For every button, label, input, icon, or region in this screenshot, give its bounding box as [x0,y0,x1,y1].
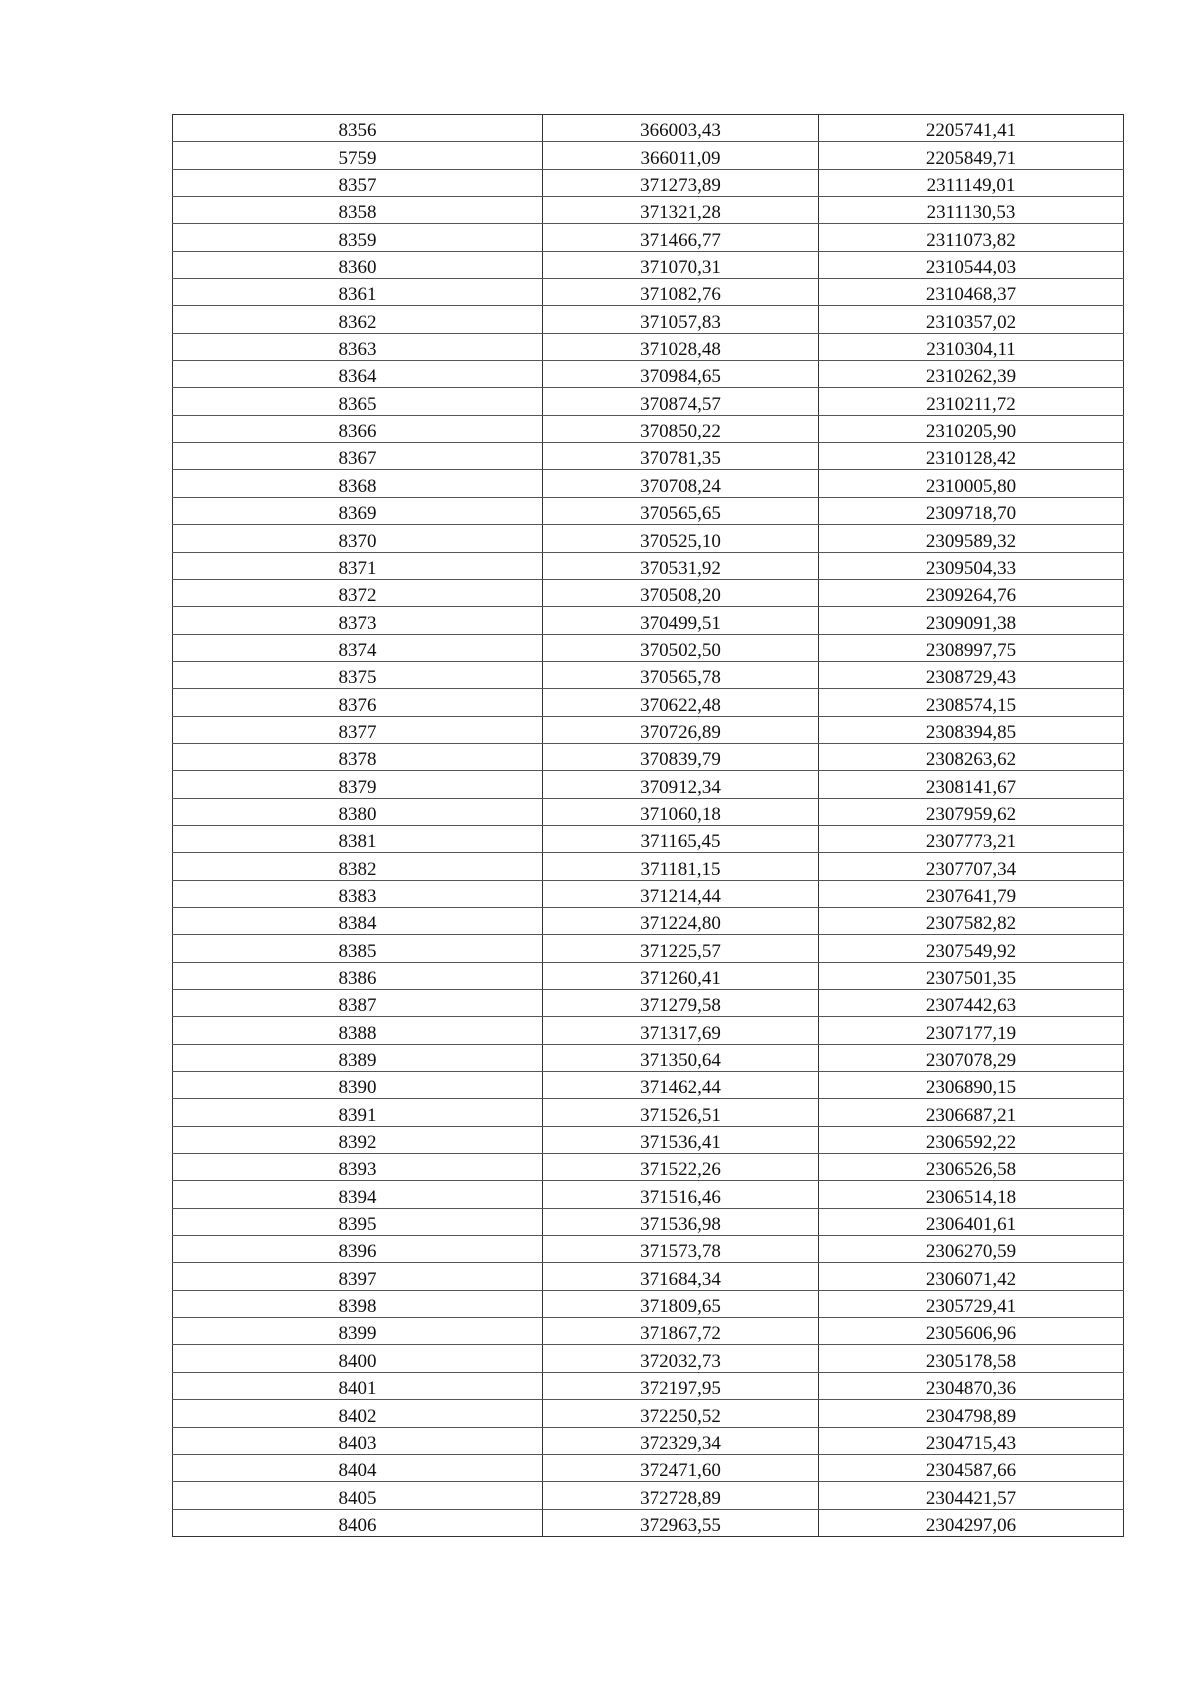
y-coordinate-cell: 2311073,82 [819,224,1124,251]
table-row [173,716,1124,743]
y-coordinate-cell: 2307582,82 [819,907,1124,934]
table-row [173,1290,1124,1317]
y-coordinate-cell: 2309718,70 [819,497,1124,524]
x-coordinate-cell: 371526,51 [543,1099,819,1126]
table-row [173,798,1124,825]
point-number-cell: 8376 [173,689,543,716]
x-coordinate-cell: 370850,22 [543,415,819,442]
table-row [173,1372,1124,1399]
x-coordinate-cell: 371273,89 [543,169,819,196]
x-coordinate-cell: 370622,48 [543,689,819,716]
table-row [173,1427,1124,1454]
point-number-cell: 8395 [173,1208,543,1235]
coordinates-table-body [173,115,1124,1537]
point-number-cell: 8398 [173,1290,543,1317]
x-coordinate-cell: 371317,69 [543,1017,819,1044]
x-coordinate-cell: 371809,65 [543,1290,819,1317]
point-number-cell: 8370 [173,525,543,552]
x-coordinate-cell: 366011,09 [543,142,819,169]
x-coordinate-cell: 370531,92 [543,552,819,579]
point-number-cell: 8356 [173,115,543,142]
y-coordinate-cell: 2307707,34 [819,853,1124,880]
y-coordinate-cell: 2306592,22 [819,1126,1124,1153]
y-coordinate-cell: 2310304,11 [819,333,1124,360]
table-row [173,497,1124,524]
y-coordinate-cell: 2310211,72 [819,388,1124,415]
point-number-cell: 5759 [173,142,543,169]
y-coordinate-cell: 2310468,37 [819,279,1124,306]
y-coordinate-cell: 2304587,66 [819,1454,1124,1481]
point-number-cell: 8391 [173,1099,543,1126]
y-coordinate-cell: 2304798,89 [819,1400,1124,1427]
point-number-cell: 8384 [173,907,543,934]
point-number-cell: 8379 [173,771,543,798]
x-coordinate-cell: 371466,77 [543,224,819,251]
x-coordinate-cell: 371225,57 [543,935,819,962]
y-coordinate-cell: 2311149,01 [819,169,1124,196]
point-number-cell: 8381 [173,825,543,852]
table-row [173,197,1124,224]
y-coordinate-cell: 2308394,85 [819,716,1124,743]
y-coordinate-cell: 2306270,59 [819,1236,1124,1263]
x-coordinate-cell: 371516,46 [543,1181,819,1208]
y-coordinate-cell: 2309091,38 [819,607,1124,634]
x-coordinate-cell: 370499,51 [543,607,819,634]
y-coordinate-cell: 2305606,96 [819,1318,1124,1345]
x-coordinate-cell: 370839,79 [543,743,819,770]
y-coordinate-cell: 2310205,90 [819,415,1124,442]
y-coordinate-cell: 2311130,53 [819,197,1124,224]
point-number-cell: 8401 [173,1372,543,1399]
table-row [173,1208,1124,1235]
table-row [173,1345,1124,1372]
y-coordinate-cell: 2306071,42 [819,1263,1124,1290]
table-row [173,361,1124,388]
table-row [173,1126,1124,1153]
y-coordinate-cell: 2304715,43 [819,1427,1124,1454]
x-coordinate-cell: 371321,28 [543,197,819,224]
x-coordinate-cell: 371060,18 [543,798,819,825]
y-coordinate-cell: 2308141,67 [819,771,1124,798]
point-number-cell: 8360 [173,251,543,278]
table-row [173,279,1124,306]
x-coordinate-cell: 370912,34 [543,771,819,798]
x-coordinate-cell: 372250,52 [543,1400,819,1427]
table-row [173,1044,1124,1071]
x-coordinate-cell: 372471,60 [543,1454,819,1481]
table-row [173,1154,1124,1181]
x-coordinate-cell: 371684,34 [543,1263,819,1290]
y-coordinate-cell: 2308574,15 [819,689,1124,716]
x-coordinate-cell: 370874,57 [543,388,819,415]
point-number-cell: 8405 [173,1482,543,1509]
y-coordinate-cell: 2306687,21 [819,1099,1124,1126]
x-coordinate-cell: 371350,64 [543,1044,819,1071]
table-row [173,661,1124,688]
point-number-cell: 8358 [173,197,543,224]
table-row [173,935,1124,962]
x-coordinate-cell: 372963,55 [543,1509,819,1536]
table-row [173,771,1124,798]
x-coordinate-cell: 371082,76 [543,279,819,306]
y-coordinate-cell: 2310262,39 [819,361,1124,388]
x-coordinate-cell: 371867,72 [543,1318,819,1345]
x-coordinate-cell: 371279,58 [543,990,819,1017]
table-row [173,1099,1124,1126]
point-number-cell: 8369 [173,497,543,524]
x-coordinate-cell: 371165,45 [543,825,819,852]
y-coordinate-cell: 2308263,62 [819,743,1124,770]
point-number-cell: 8367 [173,443,543,470]
point-number-cell: 8400 [173,1345,543,1372]
x-coordinate-cell: 366003,43 [543,115,819,142]
table-row [173,1318,1124,1345]
x-coordinate-cell: 371181,15 [543,853,819,880]
table-row [173,552,1124,579]
x-coordinate-cell: 371573,78 [543,1236,819,1263]
x-coordinate-cell: 370525,10 [543,525,819,552]
table-row [173,525,1124,552]
y-coordinate-cell: 2307078,29 [819,1044,1124,1071]
table-row [173,415,1124,442]
point-number-cell: 8385 [173,935,543,962]
point-number-cell: 8364 [173,361,543,388]
point-number-cell: 8389 [173,1044,543,1071]
y-coordinate-cell: 2306526,58 [819,1154,1124,1181]
y-coordinate-cell: 2306514,18 [819,1181,1124,1208]
table-row [173,1181,1124,1208]
table-row [173,333,1124,360]
x-coordinate-cell: 371224,80 [543,907,819,934]
table-row [173,306,1124,333]
point-number-cell: 8362 [173,306,543,333]
point-number-cell: 8366 [173,415,543,442]
point-number-cell: 8403 [173,1427,543,1454]
y-coordinate-cell: 2307959,62 [819,798,1124,825]
table-row [173,607,1124,634]
x-coordinate-cell: 370565,78 [543,661,819,688]
table-row [173,825,1124,852]
y-coordinate-cell: 2309504,33 [819,552,1124,579]
x-coordinate-cell: 372329,34 [543,1427,819,1454]
y-coordinate-cell: 2310005,80 [819,470,1124,497]
x-coordinate-cell: 371214,44 [543,880,819,907]
point-number-cell: 8374 [173,634,543,661]
x-coordinate-cell: 371536,98 [543,1208,819,1235]
table-row [173,1072,1124,1099]
point-number-cell: 8359 [173,224,543,251]
table-row [173,1236,1124,1263]
x-coordinate-cell: 371260,41 [543,962,819,989]
point-number-cell: 8363 [173,333,543,360]
table-row [173,1017,1124,1044]
x-coordinate-cell: 372032,73 [543,1345,819,1372]
y-coordinate-cell: 2308729,43 [819,661,1124,688]
point-number-cell: 8375 [173,661,543,688]
table-row [173,990,1124,1017]
point-number-cell: 8357 [173,169,543,196]
y-coordinate-cell: 2308997,75 [819,634,1124,661]
point-number-cell: 8394 [173,1181,543,1208]
point-number-cell: 8377 [173,716,543,743]
x-coordinate-cell: 371070,31 [543,251,819,278]
table-row [173,1454,1124,1481]
table-row [173,579,1124,606]
point-number-cell: 8406 [173,1509,543,1536]
point-number-cell: 8396 [173,1236,543,1263]
x-coordinate-cell: 372728,89 [543,1482,819,1509]
table-row [173,1400,1124,1427]
point-number-cell: 8361 [173,279,543,306]
x-coordinate-cell: 370508,20 [543,579,819,606]
y-coordinate-cell: 2304870,36 [819,1372,1124,1399]
y-coordinate-cell: 2307641,79 [819,880,1124,907]
point-number-cell: 8402 [173,1400,543,1427]
point-number-cell: 8380 [173,798,543,825]
point-number-cell: 8404 [173,1454,543,1481]
point-number-cell: 8371 [173,552,543,579]
y-coordinate-cell: 2205741,41 [819,115,1124,142]
point-number-cell: 8388 [173,1017,543,1044]
table-row [173,1263,1124,1290]
y-coordinate-cell: 2310544,03 [819,251,1124,278]
point-number-cell: 8399 [173,1318,543,1345]
table-row [173,853,1124,880]
x-coordinate-cell: 370502,50 [543,634,819,661]
table-row [173,743,1124,770]
y-coordinate-cell: 2307501,35 [819,962,1124,989]
point-number-cell: 8365 [173,388,543,415]
y-coordinate-cell: 2305178,58 [819,1345,1124,1372]
x-coordinate-cell: 370708,24 [543,470,819,497]
x-coordinate-cell: 371057,83 [543,306,819,333]
table-row [173,1509,1124,1536]
y-coordinate-cell: 2307549,92 [819,935,1124,962]
y-coordinate-cell: 2310128,42 [819,443,1124,470]
table-row [173,169,1124,196]
x-coordinate-cell: 370781,35 [543,443,819,470]
point-number-cell: 8393 [173,1154,543,1181]
x-coordinate-cell: 371536,41 [543,1126,819,1153]
x-coordinate-cell: 372197,95 [543,1372,819,1399]
table-row [173,224,1124,251]
x-coordinate-cell: 371522,26 [543,1154,819,1181]
table-row [173,470,1124,497]
table-row [173,115,1124,142]
y-coordinate-cell: 2306401,61 [819,1208,1124,1235]
y-coordinate-cell: 2310357,02 [819,306,1124,333]
y-coordinate-cell: 2304297,06 [819,1509,1124,1536]
table-row [173,907,1124,934]
point-number-cell: 8368 [173,470,543,497]
y-coordinate-cell: 2307773,21 [819,825,1124,852]
point-number-cell: 8373 [173,607,543,634]
point-number-cell: 8392 [173,1126,543,1153]
x-coordinate-cell: 371028,48 [543,333,819,360]
point-number-cell: 8386 [173,962,543,989]
point-number-cell: 8382 [173,853,543,880]
y-coordinate-cell: 2305729,41 [819,1290,1124,1317]
point-number-cell: 8387 [173,990,543,1017]
table-row [173,880,1124,907]
table-row [173,251,1124,278]
x-coordinate-cell: 371462,44 [543,1072,819,1099]
table-row [173,1482,1124,1509]
point-number-cell: 8390 [173,1072,543,1099]
point-number-cell: 8383 [173,880,543,907]
coordinates-table [172,114,1124,1537]
y-coordinate-cell: 2307177,19 [819,1017,1124,1044]
y-coordinate-cell: 2309264,76 [819,579,1124,606]
y-coordinate-cell: 2304421,57 [819,1482,1124,1509]
x-coordinate-cell: 370984,65 [543,361,819,388]
table-row [173,962,1124,989]
y-coordinate-cell: 2309589,32 [819,525,1124,552]
x-coordinate-cell: 370565,65 [543,497,819,524]
y-coordinate-cell: 2306890,15 [819,1072,1124,1099]
table-row [173,443,1124,470]
y-coordinate-cell: 2205849,71 [819,142,1124,169]
x-coordinate-cell: 370726,89 [543,716,819,743]
table-row [173,388,1124,415]
table-row [173,689,1124,716]
point-number-cell: 8378 [173,743,543,770]
table-row [173,142,1124,169]
table-row [173,634,1124,661]
point-number-cell: 8372 [173,579,543,606]
point-number-cell: 8397 [173,1263,543,1290]
y-coordinate-cell: 2307442,63 [819,990,1124,1017]
